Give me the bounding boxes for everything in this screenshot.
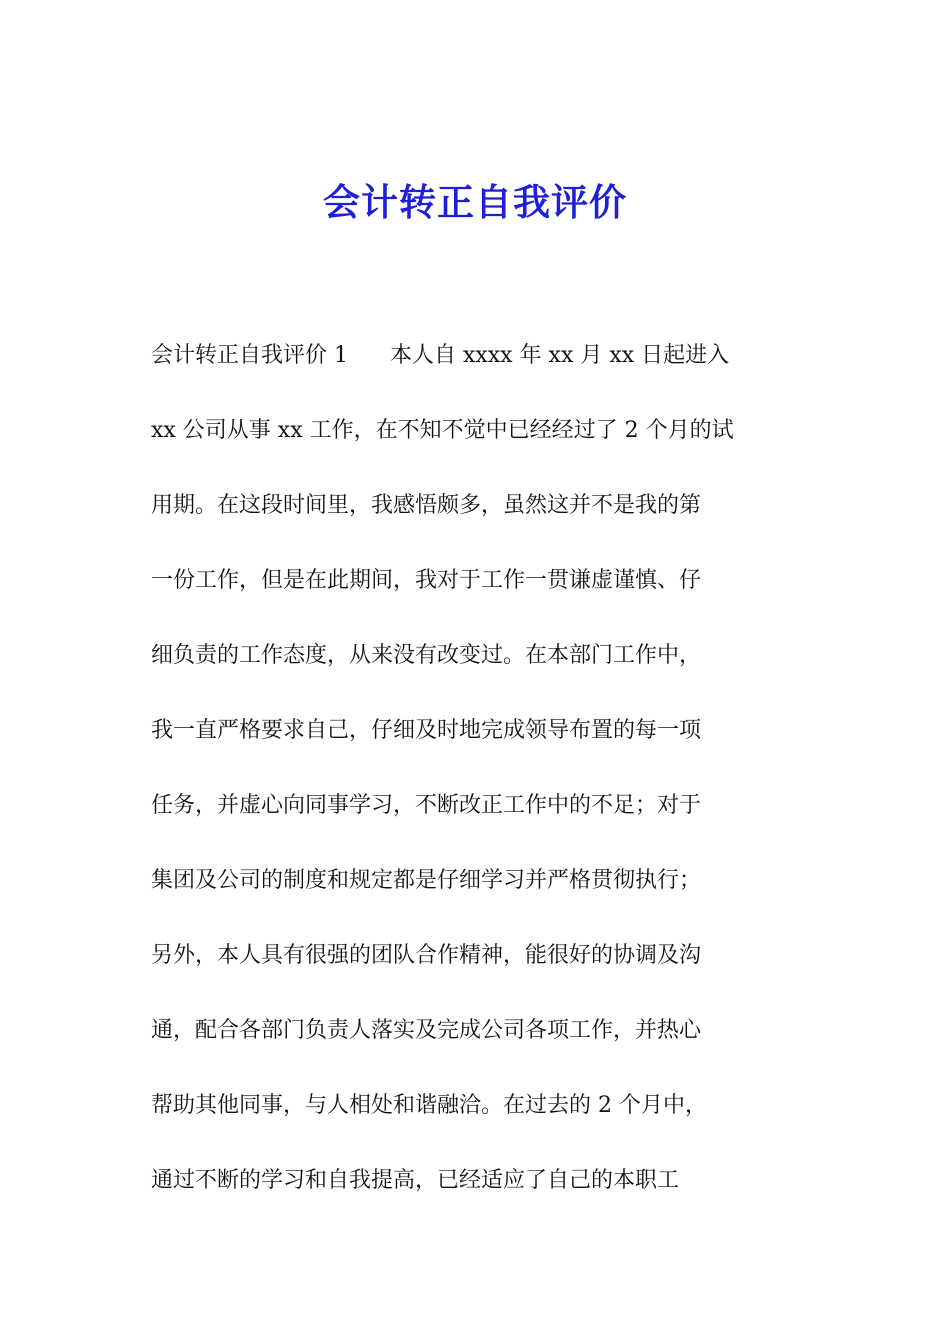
body-line: 通过不断的学习和自我提高，已经适应了自己的本职工 (151, 1168, 680, 1193)
body-line: 另外，本人具有很强的团队合作精神，能很好的协调及沟 (151, 943, 702, 968)
body-line: 会计转正自我评价 1 本人自 xxxx 年 xx 月 xx 日起进入 (151, 343, 730, 368)
body-line: 通，配合各部门负责人落实及完成公司各项工作，并热心 (151, 1018, 702, 1043)
body-line: 我一直严格要求自己，仔细及时地完成领导布置的每一项 (151, 718, 702, 743)
body-line: 细负责的工作态度，从来没有改变过。在本部门工作中， (151, 643, 702, 668)
body-line: 用期。在这段时间里，我感悟颇多，虽然这并不是我的第 (151, 493, 702, 518)
body-line: 集团及公司的制度和规定都是仔细学习并严格贯彻执行； (151, 868, 702, 893)
document-body (151, 318, 811, 1218)
body-line: 一份工作，但是在此期间，我对于工作一贯谦虚谨慎、仔 (151, 568, 702, 593)
body-line: 帮助其他同事，与人相处和谐融洽。在过去的 2 个月中， (151, 1093, 707, 1118)
body-line: xx 公司从事 xx 工作，在不知不觉中已经经过了 2 个月的试 (151, 418, 734, 443)
body-line: 任务，并虚心向同事学习，不断改正工作中的不足；对于 (151, 793, 702, 818)
document-title: 会计转正自我评价 (323, 180, 627, 224)
